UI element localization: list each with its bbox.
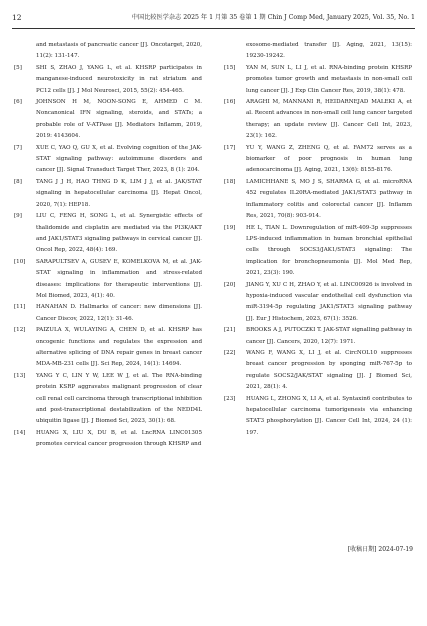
- reference-text: JOHNSON H M, NOON-SONG E, AHMED C M. Noncanonical IFN signaling, steroids, and STATs; a probable role of V-ATPase [J]. Mediators Inflamm, 2019, 2019: 4143604.: [36, 99, 202, 140]
- reference-text: XUE C, YAO Q, GU X, et al. Evolving cognition of the JAK-STAT signaling pathway: autoimmune disorders and cancer [J]. Signal Transduct Target Ther, 2023, 8 (1): 204.: [36, 144, 202, 174]
- reference-entry: [14, 40, 202, 63]
- reference-entry: [14, 63, 202, 97]
- reference-text: SHI S, ZHAO J, YANG L, et al. KHSRP participates in manganese-induced neurotoxicity in rat striatum and PC12 cells [J]. J Mol Neurosci, 2015, 55(2): 454-465.: [36, 64, 202, 94]
- reference-number: [10]: [14, 258, 26, 265]
- reference-number: [11]: [14, 304, 26, 311]
- reference-text: HUANG L, ZHONG X, LI A, et al. Syntaxin6 contributes to hepatocellular carcinoma tumorigenesis via enhancing STAT3 phosphorylation [J]. Cancer Cell Int, 2024, 24 (1): 197.: [246, 395, 412, 436]
- reference-number: [17]: [224, 144, 236, 151]
- reference-text: BROOKS A J, PUTOCZKI T. JAK-STAT signalling pathway in cancer [J]. Cancers, 2020, 12(7): 1971.: [246, 327, 412, 345]
- reference-text: HANAHAN D. Hallmarks of cancer: new dimensions [J]. Cancer Discov, 2022, 12(1): 31-46.: [36, 304, 202, 322]
- reference-text: TANG J J H, HAO THNG D K, LIM J J, et al. JAK/STAT signaling in hepatocellular carcinoma [J]. Hepat Oncol, 2020, 7(1): HEP18.: [36, 178, 202, 208]
- reference-text: WANG F, WANG X, LI J, et al. CircNOL10 suppresses breast cancer progression by sponging miR-767-5p to regulate SOCS2/JAK/STAT signaling [J]. J Biomed Sci, 2021, 28(1): 4.: [246, 349, 412, 391]
- reference-text: PAIZULA X, WULAYING A, CHEN D, et al. KHSRP has oncogenic functions and regulates the expression and alternative splicing of DNA repair genes in breast cancer MDA-MB-231 cells [J]. Sci Rep, 2024, 14(1): 14694.: [36, 327, 202, 368]
- reference-text: SARAPULTSEV A, GUSEV E, KOMELKOVA M, et al. JAK-STAT signaling in inflammation and stress-related diseases: implications for therapeutic interventions [J]. Mol Biomed, 2023, 4(1): 40.: [36, 258, 202, 299]
- reference-entry: [224, 280, 412, 326]
- reference-number: [8]: [14, 178, 22, 185]
- page-header: [12, 12, 415, 24]
- reference-text: exosome-mediated transfer [J]. Aging, 2021, 13(15): 19230-19242.: [246, 42, 412, 60]
- page-number: 12: [12, 13, 22, 22]
- reference-entry: [14, 257, 202, 303]
- reference-entry: [14, 371, 202, 428]
- reference-number: [16]: [224, 99, 236, 106]
- reference-entry: [224, 63, 412, 97]
- reference-entry: [224, 394, 412, 440]
- reference-entry: [14, 325, 202, 371]
- reference-entry: [224, 223, 412, 280]
- reference-text: LIU C, FENG H, SONG L, et al. Synergistic effects of thalidomide and cisplatin are mediated via the PI3K/AKT and JAK1/STAT3 signaling pathways in cervical cancer [J]. Oncol Rep, 2022, 48(4): 169.: [36, 213, 202, 254]
- reference-number: [7]: [14, 144, 22, 151]
- references-left-column: [14, 40, 202, 451]
- reference-entry: [224, 325, 412, 348]
- reference-text: LAMICHHANE S, MO J S, SHARMA G, et al. microRNA 452 regulates IL20RA-mediated JAK1/STAT3 pathway in inflammatory colitis and colorectal cancer [J]. Inflamm Res, 2021, 70(8): 903-914.: [246, 178, 412, 220]
- reference-text: JIANG Y, XU C H, ZHAO Y, et al. LINC00926 is involved in hypoxia-induced vascular endothelial cell dysfunction via miR-3194-5p regulating JAK1/STAT3 signaling pathway [J]. Eur J Histochem, 2023, 67(1): 3526.: [246, 281, 412, 322]
- reference-entry: [14, 97, 202, 143]
- references-right-column: [224, 40, 412, 439]
- reference-entry: [224, 143, 412, 177]
- reference-entry: [224, 40, 412, 63]
- reference-number: [15]: [224, 64, 236, 71]
- reference-entry: [14, 211, 202, 257]
- reference-number: [5]: [14, 64, 22, 71]
- reference-text: ARAGHI M, MANNANI R, HEIDARNEJAD MALEKI A, et al. Recent advances in non-small cell lung cancer targeted therapy; an update review [J]. Cancer Cell Int, 2023, 23(1): 162.: [246, 99, 412, 140]
- journal-info: 中国比较医学杂志 2025 年 1 月第 35 卷第 1 期 Chin J Comp Med, January 2025, Vol. 35, No. 1: [131, 14, 415, 21]
- reference-number: [21]: [224, 327, 236, 334]
- reference-number: [14]: [14, 429, 26, 436]
- reference-text: HE L, TIAN L. Downregulation of miR-409-3p suppresses LPS-induced inflammation in human bronchial epithelial cells through SOCS3/JAK1/STAT3 signaling: The implication for bronchopneumonia [J]. Mol Med Rep, 2021, 23(3): 190.: [246, 224, 412, 277]
- reference-number: [9]: [14, 213, 22, 220]
- reference-number: [13]: [14, 372, 26, 379]
- reference-entry: [224, 348, 412, 394]
- received-date: [收稿日期] 2024-07-19: [347, 546, 413, 553]
- reference-entry: [14, 143, 202, 177]
- reference-number: [20]: [224, 281, 236, 288]
- reference-entry: [14, 302, 202, 325]
- reference-text: and metastasis of pancreatic cancer [J]. Oncotarget, 2020, 11(2): 131-147.: [36, 42, 202, 60]
- header-rule: [12, 28, 415, 29]
- reference-text: HUANG X, LIU X, DU B, et al. LncRNA LINC01305 promotes cervical cancer progression through KHSRP and: [36, 429, 202, 448]
- reference-entry: [14, 428, 202, 451]
- reference-number: [18]: [224, 178, 236, 185]
- reference-number: [19]: [224, 224, 236, 231]
- reference-entry: [224, 97, 412, 143]
- reference-number: [6]: [14, 99, 22, 106]
- reference-number: [23]: [224, 395, 236, 402]
- reference-entry: [224, 177, 412, 223]
- reference-number: [22]: [224, 349, 236, 356]
- reference-entry: [14, 177, 202, 211]
- reference-text: YAN M, SUN L, LI J, et al. RNA-binding protein KHSRP promotes tumor growth and metastasis in non-small cell lung cancer [J]. J Exp Clin Cancer Res, 2019, 38(1): 478.: [246, 64, 412, 94]
- reference-text: YU Y, WANG Z, ZHENG Q, et al. FAM72 serves as a biomarker of poor prognosis in human lung adenocarcinoma [J]. Aging, 2021, 13(6): 8155-8176.: [246, 144, 412, 174]
- reference-text: YANG Y C, LIN Y W, LEE W J, et al. The RNA-binding protein KSRP aggravates malignant progression of clear cell renal cell carcinoma through transcriptional inhibition and post-transcriptional destabilization of the NEDD4L ubiquitin ligase [J]. J Biomed Sci, 2023, 30(1): 68.: [36, 372, 202, 425]
- reference-number: [12]: [14, 327, 26, 334]
